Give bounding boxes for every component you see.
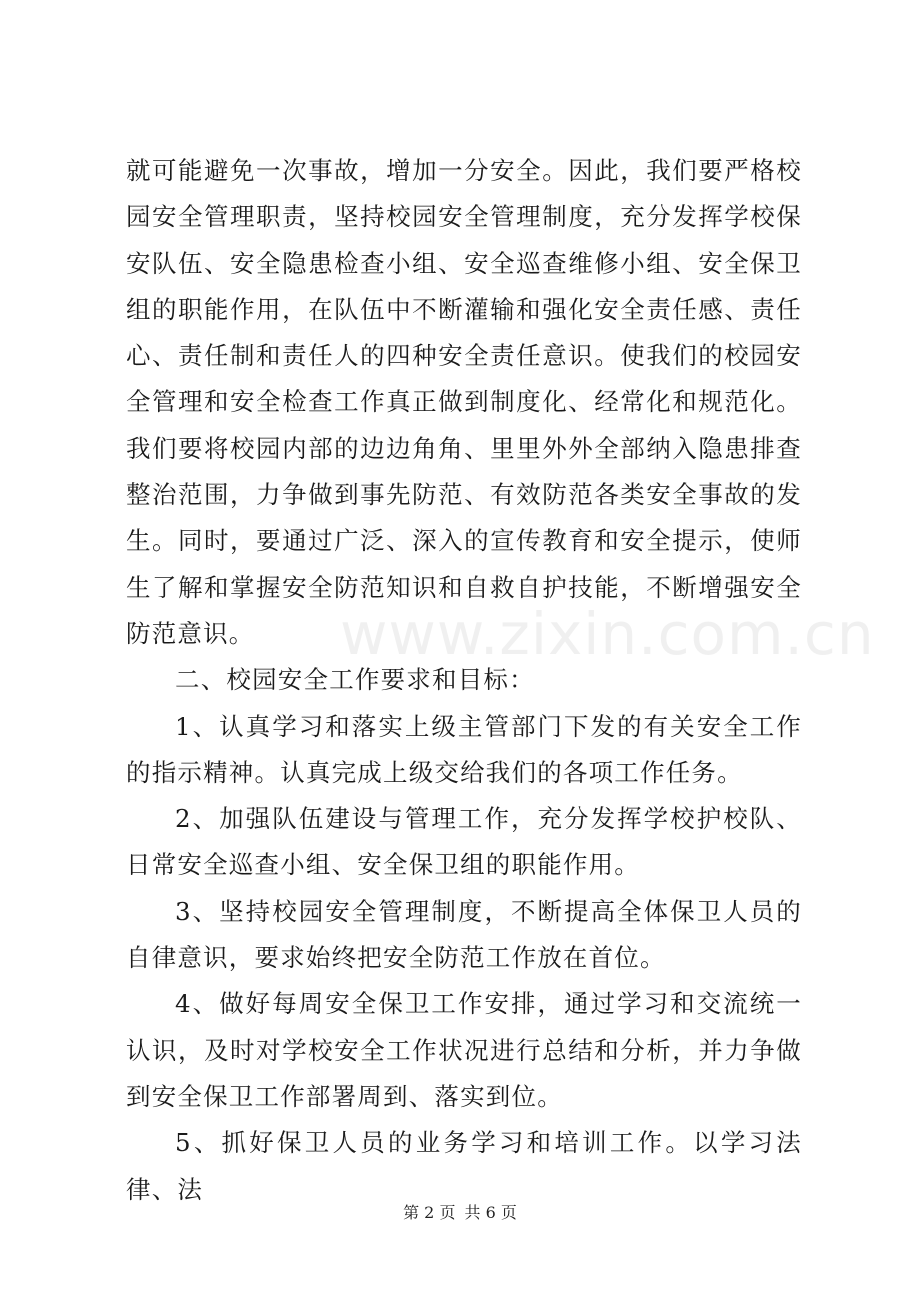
list-item-2: 2、加强队伍建设与管理工作，充分发挥学校护校队、日常安全巡查小组、安全保卫组的职能作用。: [126, 804, 802, 880]
section-heading: 二、校园安全工作要求和目标：: [175, 665, 535, 695]
page-footer: [0, 1200, 920, 1223]
list-item-3: 3、坚持校园安全管理制度，不断提高全体保卫人员的自律意识，要求始终把安全防范工作放在首位。: [126, 896, 802, 973]
paragraph-continuation: 就可能避免一次事故，增加一分安全。因此，我们要严格校园安全管理职责，坚持校园安全管理制度，充分发挥学校保安队伍、安全隐患检查小组、安全巡查维修小组、安全保卫组的职能作用，在队伍中不断灌输和强化安全责任感、责任心、责任制和责任人的四种安全责任意识。使我们的校园安全管理和安全检查工作真正做到制度化、经常化和规范化。我们要将校园内部的边边角角、里里外外全部纳入隐患排查整治范围，力争做到事先防范、有效防范各类安全事故的发生。同时，要通过广泛、深入的宣传教育和安全提示，使师生了解和掌握安全防范知识和自救自护技能，不断增强安全防范意识。: [126, 156, 802, 648]
list-item-5: 5、抓好保卫人员的业务学习和培训工作。以学习法律、法: [126, 1128, 802, 1204]
list-item-4: 4、做好每周安全保卫工作安排，通过学习和交流统一认识，及时对学校安全工作状况进行总结和分析，并力争做到安全保卫工作部署周到、落实到位。: [126, 989, 802, 1111]
list-item-1: 1、认真学习和落实上级主管部门下发的有关安全工作的指示精神。认真完成上级交给我们的各项工作任务。: [126, 711, 802, 787]
watermark: www.zixin.com.cn: [340, 600, 875, 668]
page-number: 第 2 页: [403, 1203, 456, 1222]
page-total: 共 6 页: [464, 1203, 517, 1222]
document-body: [126, 148, 802, 1213]
